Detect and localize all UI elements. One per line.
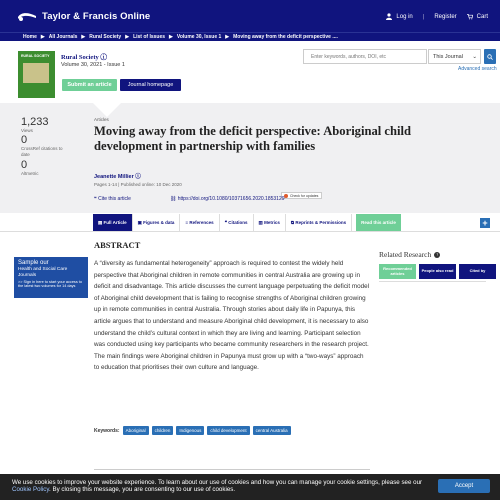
crossref-count: 0 xyxy=(21,134,28,146)
breadcrumb-journal[interactable] xyxy=(89,34,121,40)
check-updates-button[interactable] xyxy=(281,192,322,199)
breadcrumb-label: Volume 30, Issue 1 xyxy=(176,34,222,40)
tf-logo-icon xyxy=(16,10,38,22)
tab-label: Citations xyxy=(228,220,248,225)
breadcrumb-arrow-icon: ▶ xyxy=(225,34,230,40)
quote-icon: ❝ xyxy=(224,219,228,225)
breadcrumb-all-journals[interactable] xyxy=(49,34,78,40)
account-links xyxy=(376,13,488,20)
advanced-search-link[interactable]: Advanced search xyxy=(458,66,497,72)
abstract-heading: ABSTRACT xyxy=(94,240,141,250)
list-icon: ≡ xyxy=(185,220,189,225)
breadcrumb-issues[interactable] xyxy=(133,34,165,40)
breadcrumb-label: Rural Society xyxy=(89,34,122,40)
search-icon xyxy=(487,54,493,60)
tab-full-article[interactable] xyxy=(93,214,133,231)
cookie-text-a: We use cookies to improve your website experience. To learn about our use of cookies and how you can manage your cookie settings, please see our xyxy=(12,479,423,486)
cookie-text xyxy=(12,479,436,493)
keyword-tag[interactable]: central Australia xyxy=(253,426,291,435)
tab-people-also-read[interactable]: People also read xyxy=(419,264,456,279)
site-header xyxy=(0,0,500,32)
cookie-text-b: . By closing this message, you are consenting to our use of cookies. xyxy=(49,486,236,493)
section-divider xyxy=(94,469,370,470)
banner-notch xyxy=(93,103,121,117)
doi-label: https://doi.org/10.1080/10371656.2020.1853129 xyxy=(177,196,285,202)
keywords-label: Keywords: xyxy=(94,427,120,434)
header-separator: | xyxy=(422,13,425,20)
journal-title[interactable] xyxy=(61,52,107,61)
link-icon: ⛓ xyxy=(170,196,177,202)
register-link[interactable] xyxy=(434,14,456,20)
related-research-title: Related Research xyxy=(379,250,432,259)
breadcrumb-home[interactable] xyxy=(23,34,37,40)
breadcrumb-arrow-icon: ▶ xyxy=(169,34,173,40)
tab-figures[interactable] xyxy=(133,214,181,231)
article-tabs xyxy=(93,214,401,231)
article-category: Articles xyxy=(94,117,109,122)
accept-cookies-button[interactable]: Accept xyxy=(438,479,490,493)
views-label: Views xyxy=(21,128,33,133)
cookie-policy-link[interactable]: Cookie Policy xyxy=(12,486,50,493)
cart-link[interactable] xyxy=(467,13,488,20)
quote-icon: ❝ xyxy=(94,196,97,202)
info-icon: ⓘ xyxy=(135,174,141,180)
tab-cited-by[interactable]: Cited by xyxy=(459,264,496,279)
search-button[interactable] xyxy=(484,49,496,64)
tab-recommended[interactable]: Recommended articles xyxy=(379,264,416,279)
related-divider xyxy=(379,281,486,282)
tab-label: References xyxy=(189,220,214,225)
breadcrumb xyxy=(0,32,500,41)
tab-label: Metrics xyxy=(264,220,280,225)
keyword-tag[interactable]: child development xyxy=(207,426,249,435)
user-icon xyxy=(386,13,392,20)
check-updates-label: Check for updates xyxy=(290,193,319,198)
tab-label: Figures & data xyxy=(143,220,175,225)
breadcrumb-arrow-icon: ▶ xyxy=(81,34,86,40)
copy-icon: ⧉ xyxy=(290,220,295,225)
abstract-text: A “diversity as fundamental heterogeneity” approach is required to contest the widely held perspective that Aboriginal children in remote communities in central Australia are growing up in deficit and disadvantage. This article discusses the current language perpetuating the deficit model of Aboriginal child development that is failing to recognise strengths of Aboriginal children growing up in remote communities in central Australia. Through stories about daily life in Papunya, this article argues that to understand and measure Aboriginal child development, it is necessary to also understand the child’s cultural context in which they are living and learning. Participant selection was conducted using key participants who became community researchers in the research project. The main findings were Aboriginal children in Papunya must grow up with a “two-ways” approach to education that prioritises their own culture and language. xyxy=(94,260,370,372)
keyword-tag[interactable]: Indigenous xyxy=(176,426,204,435)
journal-cover[interactable] xyxy=(18,51,55,98)
submit-article-button[interactable]: Submit an article xyxy=(62,79,117,91)
breadcrumb-arrow-icon: ▶ xyxy=(125,34,130,40)
promo-banner[interactable] xyxy=(14,257,88,298)
cookie-banner xyxy=(0,474,500,500)
breadcrumb-label: All Journals xyxy=(48,34,78,40)
read-article-button[interactable]: Read this article xyxy=(356,214,401,231)
search-scope-value: This Journal xyxy=(433,53,463,60)
altmetric-label: Altmetric xyxy=(21,171,39,176)
chevron-down-icon: ⌄ xyxy=(472,53,477,60)
related-tabs xyxy=(379,264,499,279)
publication-info: Pages 1-14 | Published online: 10 Dec 2020 xyxy=(94,182,182,187)
related-research-heading xyxy=(379,250,440,259)
breadcrumb-label: List of Issues xyxy=(133,34,166,40)
breadcrumb-label: Home xyxy=(23,34,37,40)
help-icon[interactable]: ? xyxy=(434,252,440,258)
breadcrumb-volume[interactable] xyxy=(177,34,221,40)
cover-title: RURAL SOCIETY xyxy=(21,54,50,58)
cart-label: Cart xyxy=(476,13,488,20)
tabs-divider xyxy=(0,231,500,232)
tab-label: Reprints & Permissions xyxy=(295,220,347,225)
tab-reprints[interactable] xyxy=(286,214,352,231)
views-count: 1,233 xyxy=(21,116,49,128)
promo-line-3: >> Sign in here to start your access to the latest two volumes for 14 days xyxy=(18,280,82,289)
tab-citations[interactable] xyxy=(220,214,254,231)
author-link[interactable] xyxy=(94,172,141,180)
site-name: Taylor & Francis Online xyxy=(42,10,151,22)
article-title: Moving away from the deficit perspective: Aboriginal child development in partnership with families xyxy=(94,124,412,153)
login-link[interactable] xyxy=(386,13,412,20)
journal-homepage-button[interactable]: Journal homepage xyxy=(120,79,181,91)
altmetric-count: 0 xyxy=(21,159,28,171)
cite-article-link[interactable] xyxy=(94,196,131,202)
register-label: Register xyxy=(434,13,457,20)
tab-references[interactable] xyxy=(180,214,219,231)
keyword-tag[interactable]: Aboriginal xyxy=(123,426,149,435)
search-input[interactable]: Enter keywords, authors, DOI, etc xyxy=(303,49,427,64)
promo-line-1: Sample our xyxy=(18,260,49,266)
promo-line-2: Health and Social Care Journals xyxy=(18,267,68,278)
plus-icon[interactable]: + xyxy=(480,218,490,228)
author-name: Jeanette Millier xyxy=(94,174,134,180)
info-icon: ⓘ xyxy=(100,54,107,61)
bar-chart-icon: ▥ xyxy=(258,219,263,225)
cover-image xyxy=(23,63,49,83)
cite-label: Cite this article xyxy=(98,196,131,202)
journal-volume: Volume 30, 2021 - Issue 1 xyxy=(61,62,125,68)
doi-link[interactable] xyxy=(170,196,285,202)
journal-title-text: Rural Society xyxy=(61,54,99,61)
breadcrumb-current: Moving away from the deficit perspective .... xyxy=(233,34,338,40)
login-label: Log in xyxy=(396,13,413,20)
image-icon: ▣ xyxy=(137,219,142,225)
document-icon: ▤ xyxy=(98,219,103,225)
cart-icon xyxy=(467,13,473,20)
keyword-tag[interactable]: children xyxy=(152,426,174,435)
site-logo[interactable] xyxy=(16,10,150,22)
breadcrumb-arrow-icon: ▶ xyxy=(40,34,45,40)
search-scope-select[interactable] xyxy=(428,49,481,64)
tab-metrics[interactable] xyxy=(254,214,286,231)
crossref-label: CrossRef citations to date xyxy=(21,146,63,157)
tab-label: Full Article xyxy=(103,220,127,225)
keywords xyxy=(94,426,291,435)
